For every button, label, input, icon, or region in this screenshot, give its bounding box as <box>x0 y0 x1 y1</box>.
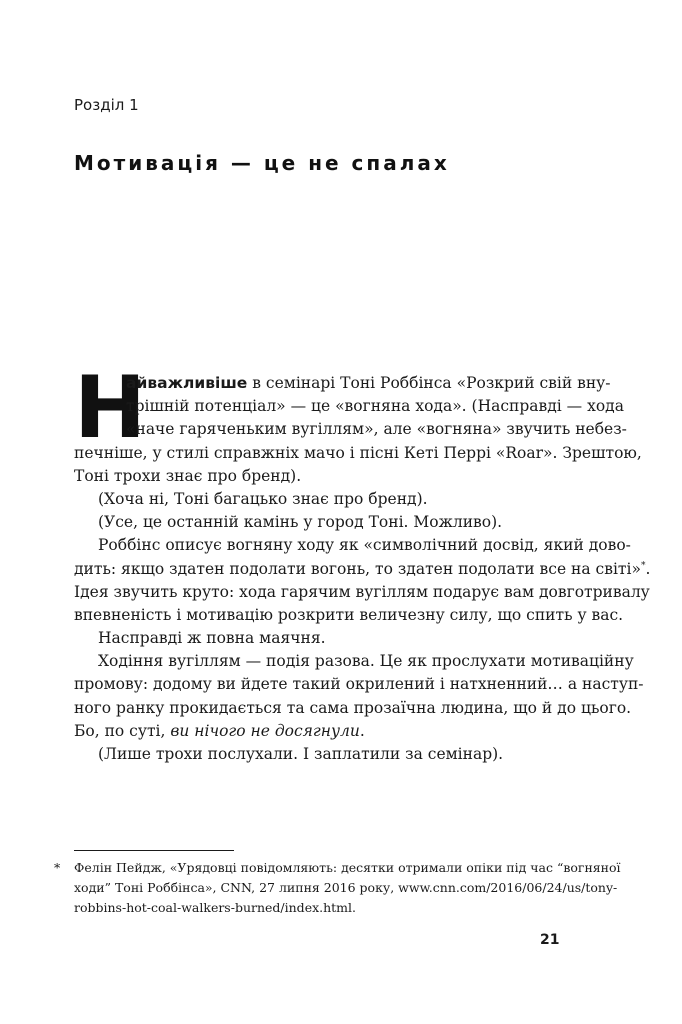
paragraph-6-line-4-start: Бо, по суті, <box>74 721 171 740</box>
paragraph-1-line-4: печніше, у стилі справжніх мачо і пісні Кеті Перрі «Roar». Зрештою, <box>74 443 642 462</box>
paragraph-1-line-5: Тоні трохи знає про бренд). <box>74 466 302 485</box>
paragraph-2: (Хоча ні, Тоні багацько знає про бренд). <box>98 489 428 508</box>
page-number: 21 <box>540 932 560 948</box>
drop-cap: Н <box>74 358 146 458</box>
paragraph-4-line-2-end: . <box>645 559 651 578</box>
paragraph-4-line-3: Ідея звучить круто: хода гарячим вугіллям подарує вам довготривалу <box>74 582 650 601</box>
paragraph-4-line-2 <box>74 558 651 581</box>
paragraph-4-line-1: Роббінс описує вогняну ходу як «символічний досвід, який дово- <box>98 536 631 555</box>
footnote <box>54 858 621 918</box>
chapter-label: Розділ 1 <box>74 96 139 114</box>
body-text <box>74 372 651 766</box>
footnote-reference[interactable]: * <box>640 560 646 571</box>
footnote-line-2: ходи” Тоні Роббінса», CNN, 27 липня 2016 року, www.cnn.com/2016/06/24/us/tony- <box>74 880 618 895</box>
paragraph-1-line-2: трішній потенціал» — це «вогняна хода». (Насправді — хода <box>126 397 624 416</box>
paragraph-7: (Лише трохи послухали. І заплатили за семінар). <box>98 745 504 763</box>
paragraph-6-line-3: ного ранку прокидається та сама прозаїчна людина, що й до цього. <box>74 698 632 717</box>
paragraph-6-line-4-end: . <box>359 721 365 740</box>
paragraph-5: Насправді ж повна маячня. <box>98 629 326 648</box>
paragraph-4-line-4: впевненість і мотивацію розкрити величезну силу, що спить у вас. <box>74 605 624 624</box>
emphasis-text: ви нічого не досягнули <box>170 721 360 740</box>
lead-word: айважливіше <box>126 374 248 392</box>
paragraph-1-line-1 <box>74 372 611 395</box>
paragraph-6-line-1: Ходіння вугіллям — подія разова. Це як прослухати мотиваційну <box>98 652 634 671</box>
footnote-marker: * <box>54 860 61 875</box>
paragraph-4-line-2-text: дить: якщо здатен подолати вогонь, то здатен подолати все на світі» <box>74 559 641 578</box>
paragraph-6-line-2: промову: додому ви йдете такий окрилений і натхненний… а наступ- <box>74 675 644 694</box>
paragraph-1-line-3: «наче гаряченьким вугіллям», але «вогняна» звучить небез- <box>126 420 627 439</box>
footnote-line-1: Фелін Пейдж, «Урядовці повідомляють: десятки отримали опіки під час “вогняної <box>74 860 621 875</box>
chapter-title: Мотивація — це не спалах <box>74 151 450 175</box>
paragraph-3: (Усе, це останній камінь у город Тоні. Можливо). <box>98 513 503 532</box>
paragraph-1-line-1-rest: в семінарі Тоні Роббінса «Розкрий свій вну- <box>247 374 611 392</box>
footnote-line-3: robbins-hot-coal-walkers-burned/index.html. <box>74 900 357 915</box>
footnote-divider <box>74 850 234 851</box>
paragraph-6-line-4 <box>74 720 588 743</box>
